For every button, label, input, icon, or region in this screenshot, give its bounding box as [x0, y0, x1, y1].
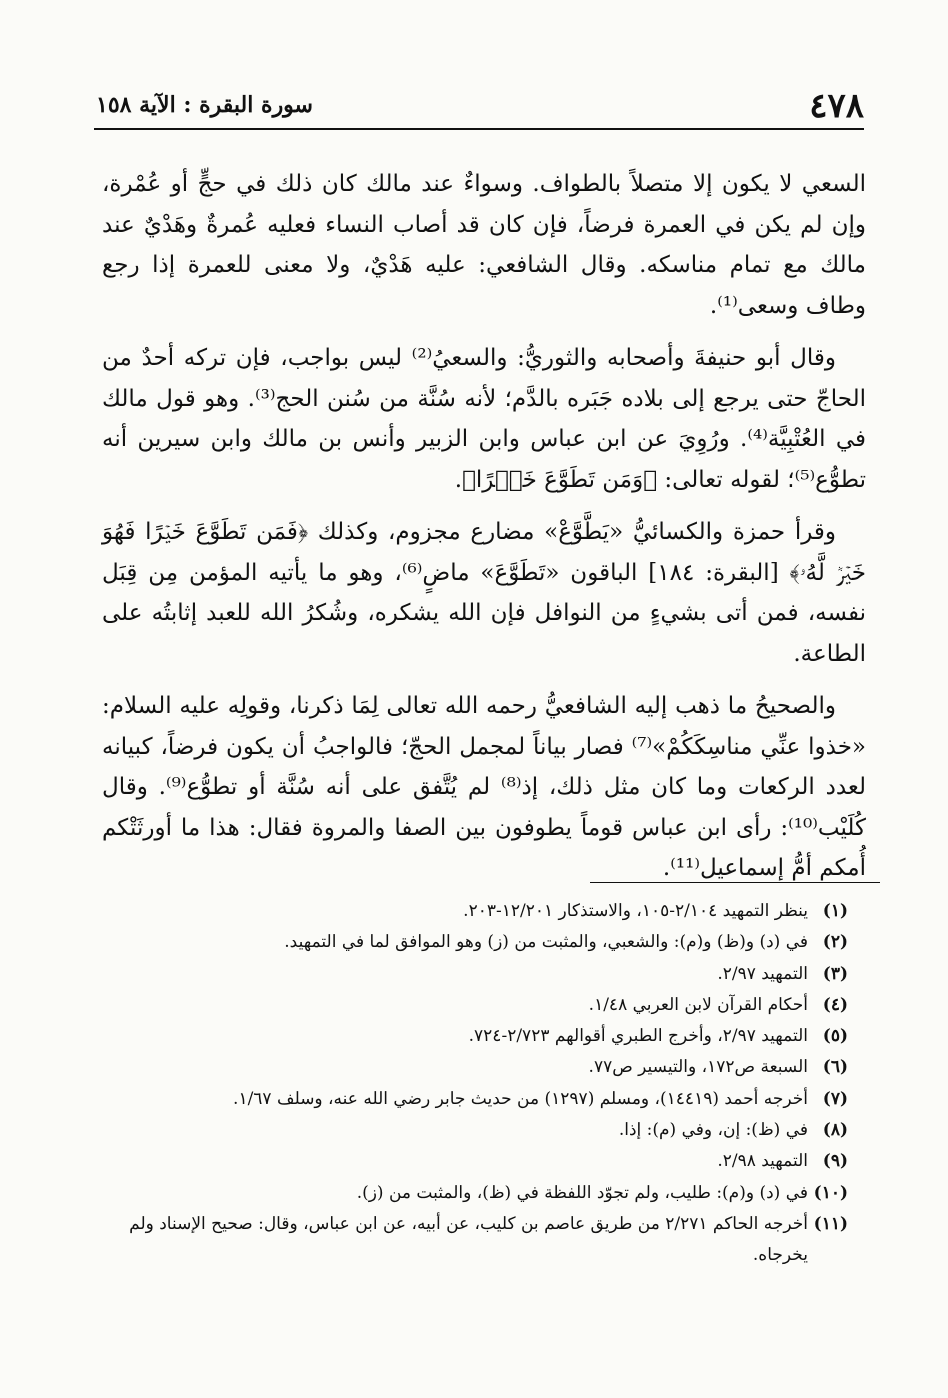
- footnote-text: التمهيد ٢/٩٨.: [717, 1151, 808, 1172]
- paragraph: والصحيحُ ما ذهب إليه الشافعيُّ رحمه الله تعالى لِمَا ذكرنا، وقولِه عليه السلام: «خذوا عنِّي مناسِكَكُمْ»⁽⁷⁾ فصار بياناً لمجمل الحجّ؛ فالواجبُ أن يكون فرضاً، كبيانه لعدد الركعات وما كان مثل ذلك، إذ⁽⁸⁾ لم يُتَّفق على أنه سُنَّة أو تطوُّع⁽⁹⁾. وقال كُلَيْب⁽¹⁰⁾: رأى ابن عباس قوماً يطوفون بين الصفا والمروة فقال: هذا ما أورثَتْكم أُمكم أمُّ إسماعيل⁽¹¹⁾.: [102, 693, 866, 881]
- footnote-text: التمهيد ٢/٩٧.: [717, 963, 808, 984]
- footnote-number: (٤): [822, 994, 848, 1015]
- footnote: [80, 1084, 848, 1115]
- footnote: [80, 927, 848, 958]
- footnote-number: (٦): [822, 1057, 848, 1078]
- paragraph: وقرأ حمزة والكسائيُّ «يَطَّوَّعْ» مضارع مجزوم، وكذلك ﴿فَمَن تَطَوَّعَ خَيۡرًا فَهُوَ خَيۡرٞ لَّهُۥ﴾ [البقرة: ١٨٤] الباقون «تَطَوَّعَ» ماضٍ⁽⁶⁾، وهو ما يأتيه المؤمن مِن قِبَل نفسه، فمن أتى بشيءٍ من النوافل فإن الله يشكره، وشُكرُ الله للعبد إثابتُه على الطاعة.: [102, 519, 866, 667]
- page-number: ٤٧٨: [809, 86, 864, 126]
- footnote-text: في (ظ): إن، وفي (م): إذا.: [618, 1120, 808, 1141]
- footnote-number: (١١): [813, 1213, 848, 1234]
- footnote: [80, 1209, 848, 1272]
- footnote-number: (١): [822, 901, 848, 921]
- footnote: [80, 896, 848, 927]
- footnote-text: السبعة ص١٧٢، والتيسير ص٧٧.: [588, 1057, 808, 1078]
- footnote-number: (٢): [822, 932, 848, 953]
- footnote-number: (٧): [822, 1088, 848, 1109]
- footnote-text: أخرجه الحاكم ٢/٢٧١ من طريق عاصم بن كليب، عن أبيه، عن ابن عباس، وقال: صحيح الإسناد ولم يخرجاه.: [129, 1213, 808, 1266]
- footnote-rule: [590, 882, 880, 883]
- footnote-text: أخرجه أحمد (١٤٤١٩)، ومسلم (١٢٩٧) من حديث جابر رضي الله عنه، وسلف ١/٦٧.: [233, 1088, 808, 1109]
- footnote-text: في (د) و(ظ) و(م): والشعبي، والمثبت من (ز) وهو الموافق لما في التمهيد.: [284, 932, 808, 953]
- footnote: [80, 1052, 848, 1083]
- page-header: [96, 86, 864, 130]
- footnote-number: (٨): [822, 1120, 848, 1141]
- footnote-text: أحكام القرآن لابن العربي ١/٤٨.: [588, 994, 808, 1015]
- footnote: [80, 1146, 848, 1177]
- footnote-text: ينظر التمهيد ٢/١٠٤-١٠٥، والاستذكار ١٢/٢٠١-٢٠٣.: [463, 901, 808, 921]
- paragraph: السعي لا يكون إلا متصلاً بالطواف. وسواءٌ عند مالك كان ذلك في حجٍّ أو عُمْرة، وإن لم يكن في العمرة فرضاً، فإن كان قد أصاب النساء فعليه عُمرةٌ وهَدْيٌ عند مالك مع تمام مناسكه. وقال الشافعي: عليه هَدْيٌ، ولا معنى للعمرة إذا رجع وطاف وسعى⁽¹⁾.: [102, 171, 866, 319]
- footnote: [80, 1021, 848, 1052]
- footnote: [80, 990, 848, 1021]
- footnote-number: (٥): [822, 1026, 848, 1047]
- running-title: سورة البقرة : الآية ١٥٨: [96, 92, 313, 118]
- footnote: [80, 959, 848, 990]
- footnote-text: في (د) و(م): طليب، ولم تجوّد اللفظة في (ظ)، والمثبت من (ز).: [356, 1182, 808, 1203]
- footnote: [80, 1178, 848, 1209]
- footnote-text: التمهيد ٢/٩٧، وأخرج الطبري أقوالهم ٢/٧٢٣-٧٢٤.: [468, 1026, 808, 1047]
- header-rule: [94, 128, 864, 130]
- footnote-number: (٩): [822, 1151, 848, 1172]
- footnotes: [80, 896, 848, 1272]
- footnote: [80, 1115, 848, 1146]
- main-text: [102, 164, 866, 901]
- footnote-number: (١٠): [813, 1182, 848, 1203]
- paragraph: وقال أبو حنيفةَ وأصحابه والثوريُّ: والسعيُ⁽²⁾ ليس بواجب، فإن تركه أحدٌ من الحاجّ حتى يرجع إلى بلاده جَبَره بالدَّم؛ لأنه سُنَّة من سُنن الحج⁽³⁾. وهو قول مالك في العُتْبِيَّة⁽⁴⁾. ورُوِيَ عن ابن عباس وابن الزبير وأنس بن مالك وابن سيرين أنه تطوُّع⁽⁵⁾؛ لقوله تعالى: ﴿وَمَن تَطَوَّعَ خَيۡرًا﴾.: [102, 345, 867, 493]
- footnote-number: (٣): [822, 963, 848, 984]
